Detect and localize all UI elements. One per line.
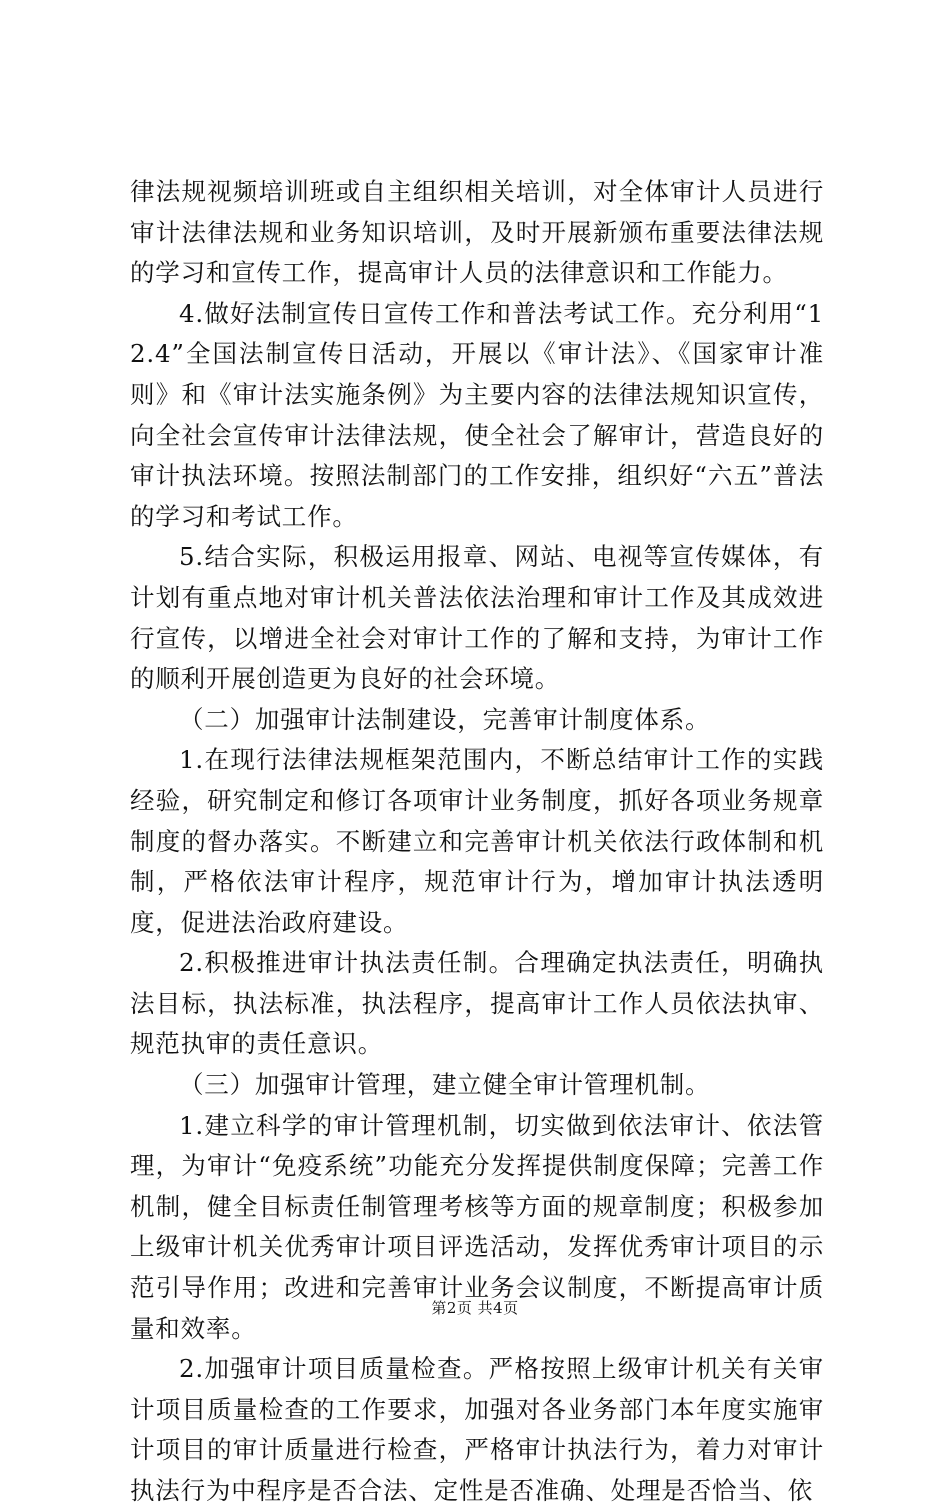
paragraph-1: 律法规视频培训班或自主组织相关培训，对全体审计人员进行审计法律法规和业务知识培训，及时开展新颁布重要法律法规的学习和宣传工作，提高审计人员的法律意识和工作能力。 — [130, 177, 824, 288]
paragraph-2: 4.做好法制宣传日宣传工作和普法考试工作。充分利用“12.4”全国法制宣传日活动，开展以《审计法》、《国家审计准则》和《审计法实施条例》为主要内容的法律法规知识宣传，向全社会宣传审计法律法规，使全社会了解审计，营造良好的审计执法环境。按照法制部门的工作安排，组织好“六五”普法的学习和考试工作。 — [130, 298, 824, 531]
paragraph-6: 2.积极推进审计执法责任制。合理确定执法责任，明确执法目标，执法标准，执法程序，提高审计工作人员依法执审、规范执审的责任意识。 — [130, 948, 824, 1059]
paragraph-8: 1.建立科学的审计管理机制，切实做到依法审计、依法管理，为审计“免疫系统”功能充分发挥提供制度保障；完善工作机制，健全目标责任制管理考核等方面的规章制度；积极参加上级审计机关优秀审计项目评选活动，发挥优秀审计项目的示范引导作用；改进和完善审计业务会议制度，不断提高审计质量和效率。 — [130, 1110, 824, 1343]
page-number-footer: 第2页 共4页 — [431, 1299, 519, 1317]
paragraph-3: 5.结合实际，积极运用报章、网站、电视等宣传媒体，有计划有重点地对审计机关普法依法治理和审计工作及其成效进行宣传，以增进全社会对审计工作的了解和支持，为审计工作的顺利开展创造更为良好的社会环境。 — [130, 542, 824, 694]
paragraph-5: 1.在现行法律法规框架范围内，不断总结审计工作的实践经验，研究制定和修订各项审计业务制度，抓好各项业务规章制度的督办落实。不断建立和完善审计机关依法行政体制和机制，严格依法审计程序，规范审计行为，增加审计执法透明度，促进法治政府建设。 — [130, 745, 824, 937]
section-heading-3: （三）加强审计管理，建立健全审计管理机制。 — [179, 1070, 711, 1100]
paragraph-9: 2.加强审计项目质量检查。严格按照上级审计机关有关审计项目质量检查的工作要求，加强对各业务部门本年度实施审计项目的审计质量进行检查，严格审计执法行为，着力对审计执法行为中程序是否合法、定性是否准确、处理是否恰当、依 — [130, 1354, 824, 1505]
section-heading-2: （二）加强审计法制建设，完善审计制度体系。 — [179, 704, 711, 734]
